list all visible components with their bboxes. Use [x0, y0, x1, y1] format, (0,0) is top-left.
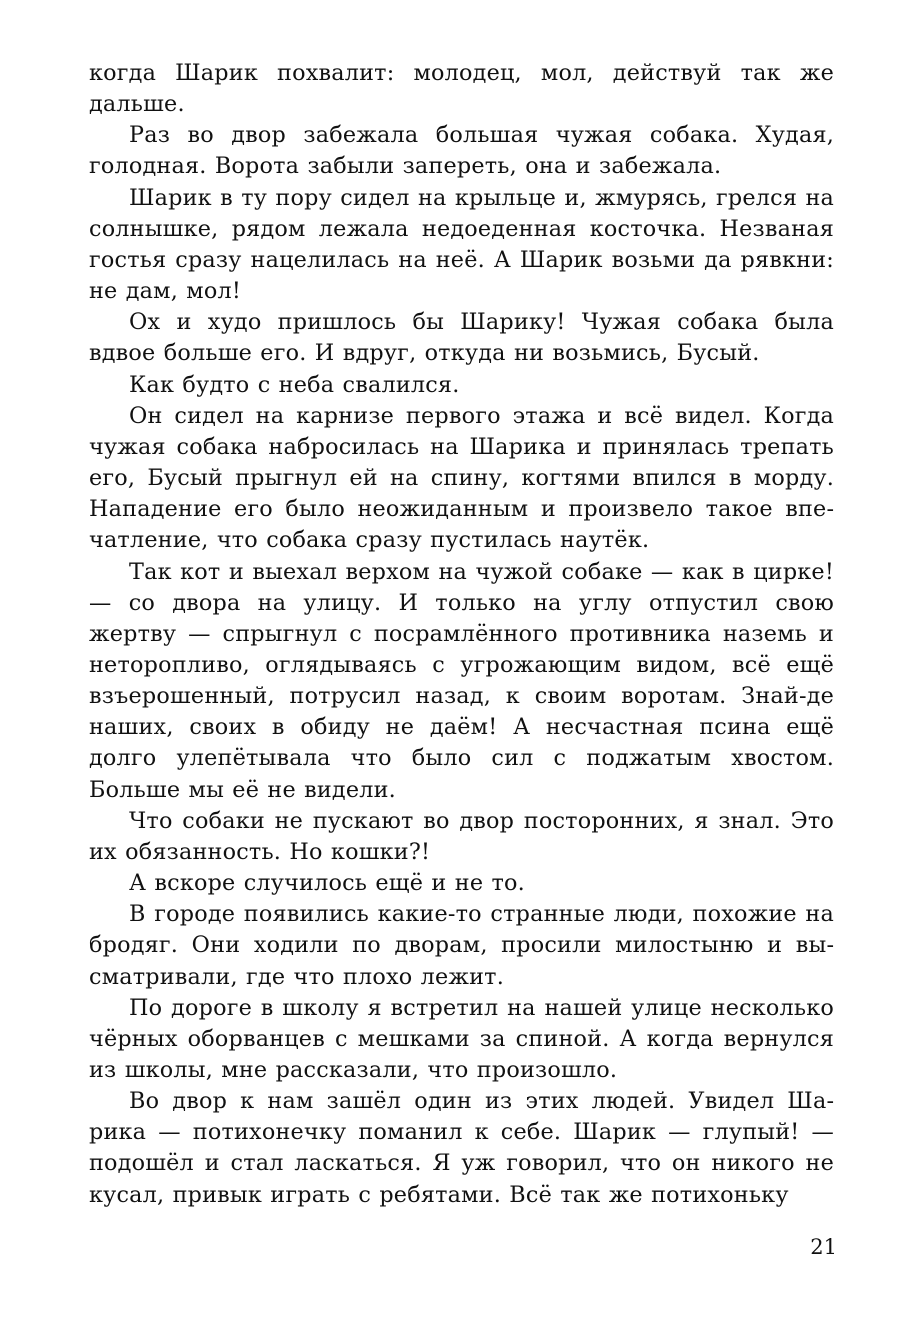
- page-number: 21: [810, 1235, 837, 1259]
- paragraph: когда Шарик похвалит: молодец, мол, действуй так же дальше.: [89, 60, 834, 118]
- paragraph: Он сидел на карнизе первого этажа и всё видел. Когда чужая собака набросилась на Шарика и принялась трепать его, Бусый прыгнул ей на спину, когтями впился в морду. Нападение его было неожиданным и произвело такое впечатление, что собака сразу пустилась наутёк.: [89, 402, 834, 554]
- paragraph: В городе появились какие-то странные люди, похожие на бродяг. Они ходили по дворам, просили милостыню и высматривали, где что плохо лежит.: [89, 901, 834, 990]
- paragraph: Во двор к нам зашёл один из этих людей. Увидел Шарика — потихонечку поманил к себе. Шарик — глупый! — подошёл и стал ласкаться. Я уж говорил, что он никого не кусал, привык играть с ребятами. Всё так же потихоньку: [89, 1088, 834, 1208]
- paragraph: Так кот и выехал верхом на чужой собаке — как в цирке! — со двора на улицу. И только на углу отпустил свою жертву — спрыгнул с посрамлённого противника наземь и неторопливо, оглядываясь с угрожающим видом, всё ещё взъерошенный, потрусил назад, к своим воротам. Знай-де наших, своих в обиду не даём! А несчастная псина ещё долго улепётывала что было сил с поджатым хвостом. Больше мы её не видели.: [89, 558, 834, 803]
- paragraph: Ох и худо пришлось бы Шарику! Чужая собака была вдвое больше его. И вдруг, откуда ни возьмись, Бусый.: [89, 309, 834, 367]
- paragraph: Раз во двор забежала большая чужая собака. Худая, голодная. Ворота забыли запереть, она и забежала.: [89, 122, 834, 180]
- paragraph: По дороге в школу я встретил на нашей улице несколько чёрных оборванцев с мешками за спиной. А когда вернулся из школы, мне рассказали, что произошло.: [89, 994, 834, 1083]
- paragraph: А вскоре случилось ещё и не то.: [129, 870, 525, 897]
- paragraph: Что собаки не пускают во двор посторонних, я знал. Это их обязанность. Но кошки?!: [89, 807, 834, 865]
- paragraph: Шарик в ту пору сидел на крыльце и, жмурясь, грелся на солнышке, рядом лежала недоеденная косточка. Незваная гостья сразу нацелилась на неё. А Шарик возьми да рявкни: не дам, мол!: [89, 184, 834, 305]
- page-text: [89, 58, 834, 1211]
- paragraph: Как будто с неба свалился.: [129, 371, 460, 398]
